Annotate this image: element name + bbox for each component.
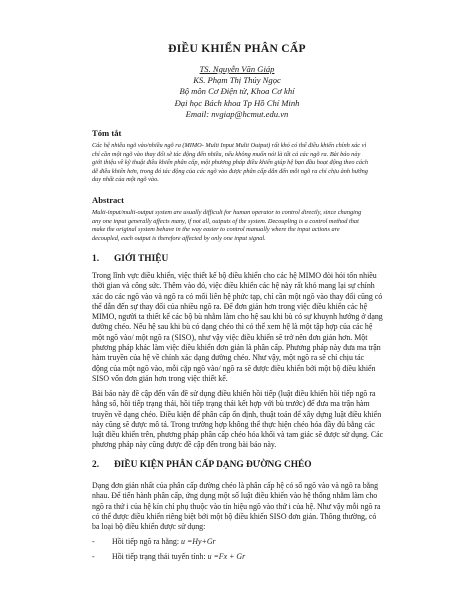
section-2-paragraph-1: [92, 481, 384, 532]
body-line: SISO vốn đơn giản hơn trong việc thiết kế.: [92, 373, 228, 383]
body-line: đường chéo. Nếu hệ sau khi bù có dạng chéo thì có thể xem hệ là một tập hợp của các hệ: [92, 322, 373, 332]
body-line: ba loại bộ điều khiển được sử dụng:: [92, 522, 206, 532]
section-1-paragraph-2: [92, 389, 384, 451]
tomtat-line: chỉ cần một ngõ vào thay đổi sẽ tác động đến nhiều, nếu không muốn nói là tất cả các ngõ ra. Bài báo này: [92, 150, 361, 158]
body-line: này cũng sẽ được mô tả. Trong trường hợp không thể thực hiện chéo hóa đầy đủ bằng các: [92, 419, 375, 429]
body-line: MIMO, người ta thiết kế các bộ bù nhằm làm cho hệ sau khi bù có sự khuynh hướng ở dạng: [92, 312, 383, 322]
body-line: Bài báo này đề cập đến vấn đề sử dụng điều khiển hồi tiếp (luật điều khiển hồi tiếp ngõ ra: [92, 389, 376, 398]
bullet-text: Hồi tiếp trạng thái tuyến tính:: [112, 552, 206, 561]
bullet-text: Hồi tiếp ngõ ra hằng:: [112, 537, 180, 546]
bullet-output-feedback: [92, 537, 216, 547]
tomtat-heading: Tóm tắt: [92, 128, 122, 138]
abstract-text: [92, 209, 382, 243]
author-2: KS. Phạm Thị Thúy Ngọc: [193, 75, 281, 86]
author-block: [0, 64, 474, 120]
abstract-line: Multi-input/multi-output system are usually difficult for human operator to control directly, since changing: [92, 209, 362, 216]
body-line: truyền về dạng chéo. Điều kiện để phân cấp ổn định, thuật toán để xây dựng luật điều khiển: [92, 409, 382, 419]
body-line: phương pháp khác làm việc điều khiển đơn giản là phân cấp. Phương pháp này đưa ma trận: [92, 343, 381, 353]
section-1-heading: [92, 254, 168, 264]
body-line: thể dẫn đến sự thay đổi của nhiều ngõ ra. Để đơn giản hơn trong việc điều khiển các hệ: [92, 301, 368, 311]
abstract-heading: Abstract: [92, 195, 124, 205]
body-line: ngõ ra thứ i của hệ kín chỉ phụ thuộc vào tín hiệu ngõ vào thứ i của hệ. Như vậy mỗi ngõ ra: [92, 501, 381, 511]
tomtat-line: giới thiệu về kỹ thuật điều khiển phân cấp, một phương pháp điều khiển giúp hệ bạn đầu hoạt động theo cách: [92, 159, 368, 167]
author-1: TS. Nguyễn Văn Giáp: [199, 64, 275, 74]
body-line: luật điều khiển trên, phương pháp phân cấp chéo hóa khối và tam giác sẽ được sử dụng. Các: [92, 430, 384, 440]
body-line: hàm truyền của hệ về chính xác dạng đường chéo. Như vậy, một ngõ ra sẽ chỉ chịu tác: [92, 353, 365, 363]
abstract-line: decoupled, each output is therefore affected by only one input signal.: [92, 234, 266, 242]
tomtat-line: Các hệ nhiều ngõ vào/nhiều ngõ ra (MIMO- Multi Input Multi Output) rất khó có thể điều khiển chính xác vì: [92, 142, 367, 149]
affiliation-department: Bộ môn Cơ Điện tử, Khoa Cơ khí: [179, 86, 295, 97]
bullet-state-feedback: [92, 552, 245, 562]
body-line: động của một ngõ vào, mỗi cặp ngõ vào/ ngõ ra sẽ được điều khiển bởi một bộ điều khiển: [92, 363, 376, 373]
abstract-line: make the original system behave in the way easier to control manually where the input actions are: [92, 226, 340, 234]
bullet-dash: -: [92, 552, 95, 561]
section-2-number: 2.: [92, 460, 100, 470]
body-line: một ngõ vào/ một ngõ ra (SISO), như vậy việc điều khiển sẽ trở nên đơn giản hơn. Một: [92, 332, 368, 342]
tomtat-text: [92, 142, 382, 185]
abstract-line: any one input generally affects many, if not all, outputs of the system. Decoupling is a control method that: [92, 217, 359, 225]
section-1-number: 1.: [92, 254, 100, 264]
body-line: Trong lĩnh vực điều khiển, việc thiết kế bộ điều khiển cho các hệ MIMO đòi hỏi tốn nhiều: [92, 271, 377, 280]
affiliation-university: Đại học Bách khoa Tp Hồ Chí Minh: [174, 97, 300, 108]
body-line: nhau. Để tiến hành phân cấp, ứng dụng một số luật điều khiển vào hệ thống nhằm làm cho: [92, 491, 378, 501]
section-2-heading: [92, 460, 312, 470]
body-line: hằng số, hồi tiếp trạng thái, hồi tiếp trạng thái kết hợp với bù trước) để đưa ma trận hàm: [92, 399, 370, 409]
author-email: Email: nvgiap@hcmut.edu.vn: [185, 108, 289, 119]
paper-title: ĐIỀU KHIỂN PHÂN CẤP: [168, 43, 306, 55]
bullet-equation: u =Hy+Gr: [181, 537, 216, 546]
section-1-paragraph-1: [92, 271, 384, 384]
body-line: thời gian và công sức. Thêm vào đó, việc điều khiển các hệ này rất khó mang lại sự chính: [92, 281, 375, 291]
tomtat-line: duy nhất của một ngõ vào.: [92, 176, 159, 184]
section-2-title: ĐIỀU KIỆN PHÂN CẤP DẠNG ĐƯỜNG CHÉO: [114, 460, 312, 470]
body-line: Dạng đơn giản nhất của phân cấp đường chéo là phân cấp hệ có số ngõ vào và ngõ ra bằng: [92, 481, 379, 490]
tomtat-line: dễ điều khiển hơn, trong đó tác động của các ngõ vào được phân cấp dẫn đến mỗi ngõ ra chỉ chịu ảnh hưởng: [92, 167, 368, 175]
section-1-title: GIỚI THIỆU: [114, 254, 169, 264]
bullet-equation: u =Fx + Gr: [207, 552, 246, 561]
body-line: phương pháp này cũng được đề cập đến trong bài báo này.: [92, 440, 277, 450]
body-line: có thể được điều khiển riêng biệt bởi một bộ điều khiển SISO đơn giản. Thông thường, có: [92, 511, 377, 521]
body-line: xác do các ngõ vào và ngõ ra có mối liên hệ phức tạp, chỉ cần một ngõ vào thay đổi cũng có: [92, 291, 383, 301]
bullet-dash: -: [92, 537, 95, 546]
